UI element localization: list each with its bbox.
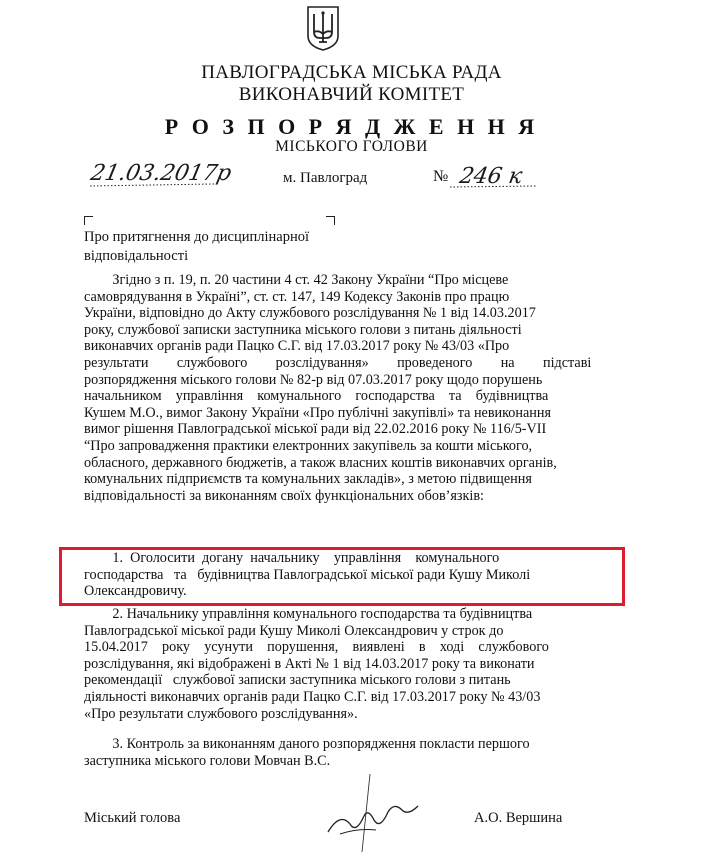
preamble-line: вимог рішення Павлоградської міської ради від 22.02.2016 року № 116/5-VII [84, 421, 547, 438]
city-label: м. Павлоград [283, 170, 368, 186]
item-2-paragraph [84, 606, 629, 722]
subject-corner-left [84, 216, 93, 225]
preamble-line: комунальних підприємств та комунальних закладів», з метою підвищення [84, 471, 532, 488]
signer-title: Міський голова [84, 810, 181, 826]
handwritten-number [450, 153, 540, 193]
preamble-line: “Про запровадження практики електронних закупівель за кошти міського, [84, 437, 533, 454]
item-2-line: розслідування, які відображені в Акті № 1 від 14.03.2017 року та виконати [84, 655, 535, 672]
preamble-line: начальником управління комунального господарства та будівництва [84, 388, 549, 405]
preamble-line: обласного, державного бюджетів, а також власних коштів виконавчих органів, [84, 454, 557, 471]
item-1-line: 1. Оголосити догану начальнику управління комунального [84, 550, 500, 566]
preamble-line: виконавчих органів ради Пацко С.Г. від 17.03.2017 року № 43/03 «Про [84, 338, 510, 355]
item-2-line: 15.04.2017 року усунути порушення, виявлені в ході службового [84, 639, 549, 656]
subject-block [84, 228, 354, 266]
item-2-line: «Про результати службового розслідування». [84, 705, 358, 722]
item-2-line: Павлоградської міської ради Кушу Миколі Олександрович у строк до [84, 622, 504, 639]
item-3-line: заступника міського голови Мовчан В.С. [84, 752, 331, 769]
svg-text:21.03.2017р: 21.03.2017р [88, 160, 234, 186]
preamble-line: України, відповідно до Акту службового розслідування № 1 від 14.03.2017 [84, 305, 536, 322]
item-2-line: 2. Начальнику управління комунального господарства та будівництва [84, 606, 533, 622]
subject-corner-right [326, 216, 335, 225]
preamble-line: Кушем М.О., вимог Закону України «Про публічні закупівлі» та невиконання [84, 404, 552, 421]
svg-text:246 к: 246 к [457, 163, 525, 189]
handwritten-signature [310, 772, 430, 863]
subject-line: відповідальності [84, 248, 189, 264]
document-subtitle: МІСЬКОГО ГОЛОВИ [275, 138, 428, 155]
preamble-line: результати службового розслідування» проведеного на підставі [84, 354, 592, 371]
item-1-paragraph [84, 550, 629, 600]
subject-line: Про притягнення до дисциплінарної [84, 229, 309, 245]
org-name-line2: ВИКОНАВЧИЙ КОМІТЕТ [238, 84, 465, 105]
org-name-line1: ПАВЛОГРАДСЬКА МІСЬКА РАДА [201, 62, 502, 83]
preamble-paragraph [84, 272, 629, 504]
preamble-line: відповідальності за виконанням своїх функціональних обов’язків: [84, 487, 484, 504]
preamble-line: розпорядження міського голови № 82-р від 07.03.2017 року щодо порушень [84, 371, 543, 388]
item-1-line: господарства та будівництва Павлоградської міської ради Кушу Миколі [84, 566, 531, 583]
preamble-line: року, службової записки заступника міського голови з питань діяльності [84, 321, 522, 338]
item-3-line: 3. Контроль за виконанням даного розпорядження покласти першого [84, 736, 530, 752]
preamble-line: самоврядування в Україні”, ст. ст. 147, 149 Кодексу Законів про працю [84, 288, 510, 305]
item-3-paragraph [84, 736, 629, 769]
item-2-line: рекомендації службової записки заступника міського голови з питань [84, 672, 511, 689]
document-type-title: Р О З П О Р Я Д Ж Е Н Н Я [164, 114, 539, 139]
number-label: № [433, 168, 449, 185]
item-2-line: діяльності виконавчих органів ради Пацко С.Г. від 17.03.2017 року № 43/03 [84, 688, 541, 705]
preamble-line: Згідно з п. 19, п. 20 частини 4 ст. 42 Закону України “Про місцеве [84, 272, 509, 288]
signer-name: А.О. Вершина [474, 810, 563, 826]
handwritten-date [88, 150, 234, 192]
item-1-line: Олександровичу. [84, 583, 187, 600]
trident-emblem-icon [305, 4, 341, 52]
